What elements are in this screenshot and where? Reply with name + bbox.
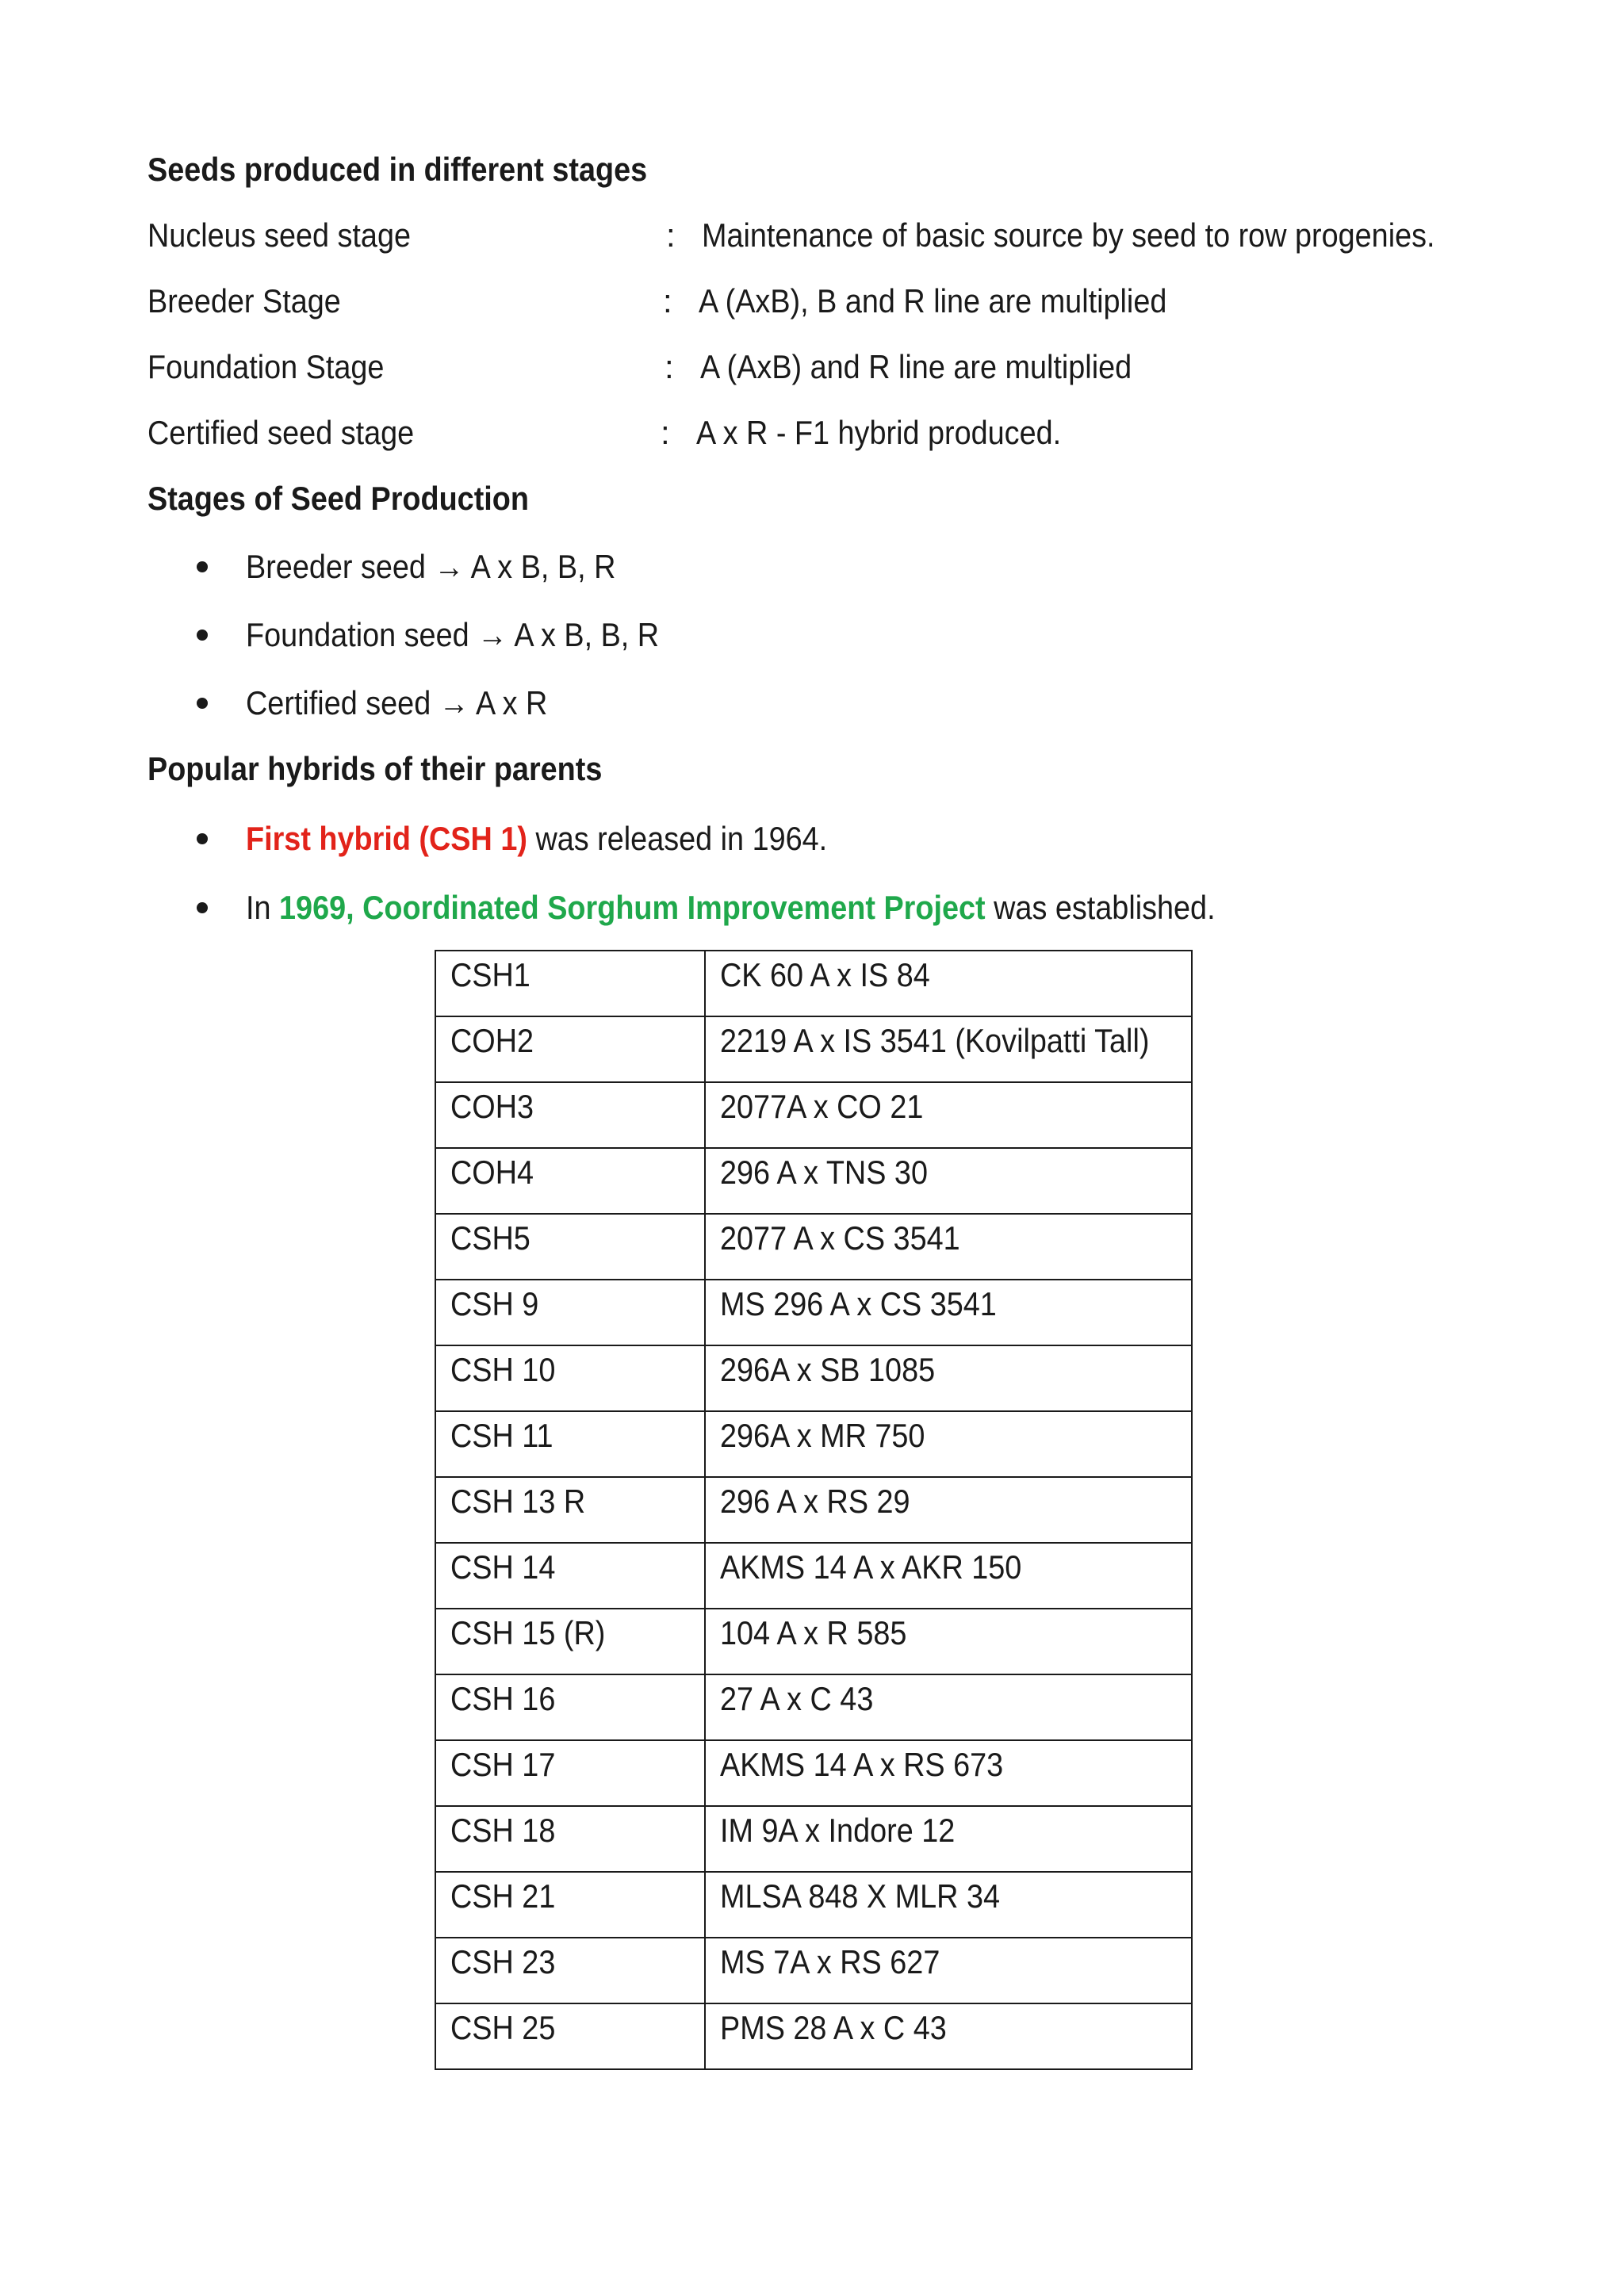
hybrid-name-cell (435, 1148, 705, 1214)
hybrid-name-cell (435, 1938, 705, 2003)
hybrid-name-cell (435, 1806, 705, 1872)
section-heading-popular-hybrids: Popular hybrids of their parents (147, 750, 603, 787)
stage-label: Nucleus seed stage (147, 216, 412, 254)
hybrid-name-cell (435, 951, 705, 1016)
stage-colon: : (663, 282, 672, 320)
stage-colon: : (666, 216, 676, 254)
bullet-prefix-text: In (246, 889, 280, 926)
hybrid-name-cell (435, 1477, 705, 1543)
bullet-icon (197, 629, 208, 641)
table-row (435, 2003, 1192, 2069)
table-row (435, 1740, 1192, 1806)
table-row (435, 1411, 1192, 1477)
hybrid-parents: IM 9A x Indore 12 (720, 1812, 956, 1849)
hybrid-parents: 296 A x RS 29 (720, 1483, 910, 1520)
hybrid-parents-cell (705, 1477, 1192, 1543)
hybrid-name-cell (435, 1214, 705, 1280)
stage-value: A (AxB) and R line are multiplied (700, 348, 1132, 385)
stage-label: Breeder Stage (147, 282, 341, 320)
hybrid-name: CSH 25 (450, 2009, 556, 2046)
hybrid-parents: 296 A x TNS 30 (720, 1154, 928, 1191)
hybrid-parents: 296A x MR 750 (720, 1417, 925, 1454)
hybrid-name-cell (435, 1674, 705, 1740)
highlight-first-hybrid: First hybrid (CSH 1) (246, 820, 527, 857)
hybrid-name: CSH 13 R (450, 1483, 586, 1520)
hybrid-name: CSH 9 (450, 1285, 539, 1322)
hybrid-parents: MS 7A x RS 627 (720, 1943, 940, 1980)
hybrid-name: CSH 21 (450, 1877, 556, 1915)
hybrid-name: CSH 18 (450, 1812, 556, 1849)
hybrid-parents-cell (705, 1016, 1192, 1082)
hybrid-parents: 2077 A x CS 3541 (720, 1219, 960, 1257)
bullet-text: Breeder seed → A x B, B, R (246, 548, 616, 585)
hybrid-name-cell (435, 1609, 705, 1674)
hybrid-parents: 27 A x C 43 (720, 1680, 874, 1717)
hybrid-name-cell (435, 1411, 705, 1477)
hybrid-parents: AKMS 14 A x AKR 150 (720, 1548, 1022, 1586)
stage-value: Maintenance of basic source by seed to row progenies. (702, 216, 1435, 254)
hybrid-name: CSH 23 (450, 1943, 556, 1980)
stage-value: A (AxB), B and R line are multiplied (699, 282, 1167, 320)
section-heading-seed-stages: Seeds produced in different stages (147, 151, 648, 188)
hybrid-name: COH4 (450, 1154, 534, 1191)
highlight-project: 1969, Coordinated Sorghum Improvement Project (279, 889, 986, 926)
table-row (435, 1938, 1192, 2003)
hybrid-parents-cell (705, 1280, 1192, 1345)
bullet-text (246, 888, 1216, 928)
hybrid-parents: 2077A x CO 21 (720, 1088, 924, 1125)
hybrids-table (435, 950, 1193, 2070)
stage-value: A x R - F1 hybrid produced. (696, 414, 1062, 451)
hybrid-name: CSH 11 (450, 1417, 553, 1454)
hybrid-parents: MS 296 A x CS 3541 (720, 1285, 997, 1322)
table-row (435, 1477, 1192, 1543)
bullet-text: Certified seed → A x R (246, 684, 548, 721)
bullet-rest-text: was established. (985, 889, 1216, 926)
hybrid-parents-cell (705, 1345, 1192, 1411)
hybrid-name-cell (435, 2003, 705, 2069)
hybrid-name: COH3 (450, 1088, 534, 1125)
hybrid-name-cell (435, 1280, 705, 1345)
table-row (435, 1082, 1192, 1148)
hybrid-name: CSH 15 (R) (450, 1614, 606, 1651)
hybrid-parents: PMS 28 A x C 43 (720, 2009, 947, 2046)
hybrid-parents: 2219 A x IS 3541 (Kovilpatti Tall) (720, 1022, 1150, 1059)
table-row (435, 1806, 1192, 1872)
table-row (435, 1214, 1192, 1280)
stage-label: Certified seed stage (147, 414, 415, 451)
hybrid-name: CSH 16 (450, 1680, 556, 1717)
hybrid-parents-cell (705, 1148, 1192, 1214)
stage-colon: : (665, 348, 674, 385)
hybrid-parents: MLSA 848 X MLR 34 (720, 1877, 1000, 1915)
hybrid-parents-cell (705, 1214, 1192, 1280)
hybrid-parents: 296A x SB 1085 (720, 1351, 936, 1388)
hybrid-name: CSH1 (450, 956, 530, 993)
section-heading-seed-production: Stages of Seed Production (147, 480, 529, 517)
hybrid-parents-cell (705, 1609, 1192, 1674)
hybrid-name: COH2 (450, 1022, 534, 1059)
hybrid-parents-cell (705, 1806, 1192, 1872)
bullet-text: Foundation seed → A x B, B, R (246, 616, 660, 653)
hybrid-name-cell (435, 1543, 705, 1609)
hybrid-parents: CK 60 A x IS 84 (720, 956, 930, 993)
bullet-rest-text: was released in 1964. (527, 820, 828, 857)
bullet-icon (197, 561, 208, 572)
table-row (435, 951, 1192, 1016)
hybrid-name-cell (435, 1082, 705, 1148)
hybrid-parents-cell (705, 1543, 1192, 1609)
table-row (435, 1016, 1192, 1082)
bullet-icon (197, 833, 208, 844)
bullet-icon (197, 698, 208, 709)
hybrid-name: CSH 17 (450, 1746, 556, 1783)
hybrid-name-cell (435, 1740, 705, 1806)
hybrid-parents-cell (705, 1411, 1192, 1477)
table-row (435, 1148, 1192, 1214)
bullet-icon (197, 902, 208, 913)
hybrid-name: CSH5 (450, 1219, 530, 1257)
hybrid-parents-cell (705, 951, 1192, 1016)
hybrid-parents-cell (705, 1938, 1192, 2003)
hybrid-parents-cell (705, 1872, 1192, 1938)
stage-colon: : (661, 414, 670, 451)
table-row (435, 1674, 1192, 1740)
hybrid-name-cell (435, 1345, 705, 1411)
hybrid-parents: 104 A x R 585 (720, 1614, 907, 1651)
hybrids-table-body (435, 951, 1192, 2069)
hybrid-name-cell (435, 1016, 705, 1082)
hybrid-name-cell (435, 1872, 705, 1938)
table-row (435, 1609, 1192, 1674)
table-row (435, 1345, 1192, 1411)
hybrid-parents-cell (705, 1740, 1192, 1806)
hybrid-parents: AKMS 14 A x RS 673 (720, 1746, 1004, 1783)
stage-label: Foundation Stage (147, 348, 385, 385)
hybrid-name: CSH 14 (450, 1548, 556, 1586)
table-row (435, 1280, 1192, 1345)
hybrid-parents-cell (705, 1082, 1192, 1148)
bullet-text (246, 819, 827, 859)
hybrid-parents-cell (705, 1674, 1192, 1740)
table-row (435, 1872, 1192, 1938)
hybrid-name: CSH 10 (450, 1351, 556, 1388)
table-row (435, 1543, 1192, 1609)
hybrid-parents-cell (705, 2003, 1192, 2069)
